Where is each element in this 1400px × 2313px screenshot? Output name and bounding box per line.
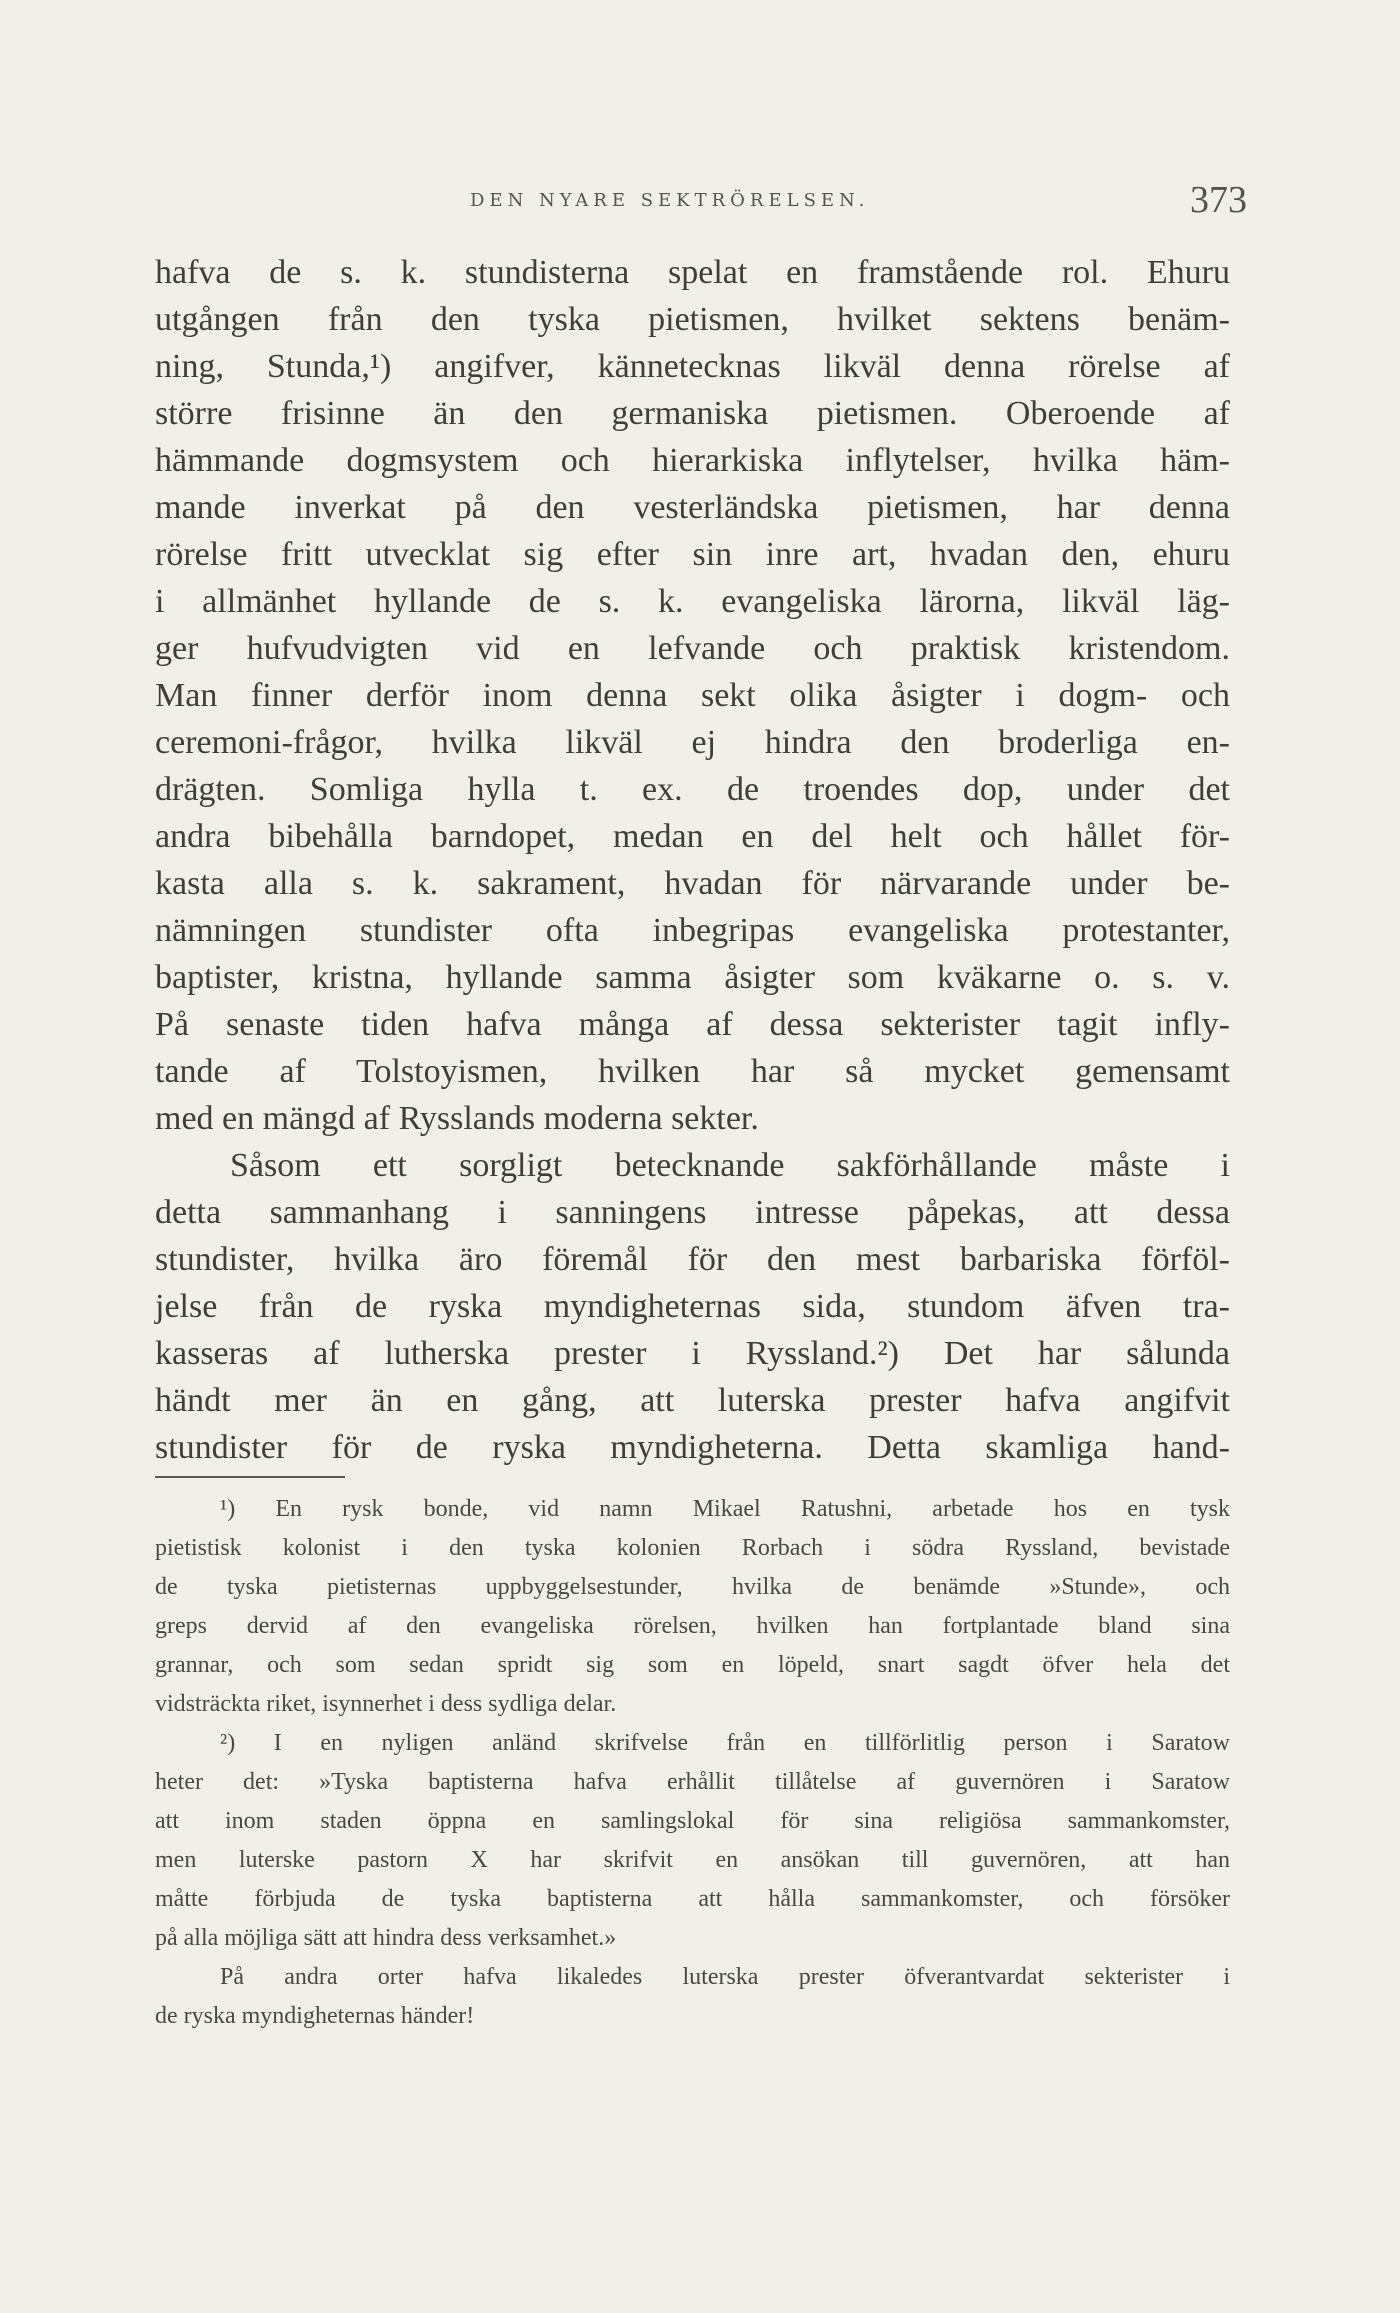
body-line: ning, Stunda,¹) angifver, kännetecknas likväl denna rörelse af [155,348,1230,385]
footnote-1-line: ¹) En rysk bonde, vid namn Mikael Ratushni, arbetade hos en tysk [220,1496,1230,1522]
footnote-2-line: På andra orter hafva likaledes luterska prester öfverantvardat sekterister i [220,1964,1230,1990]
footnote-2-line: ²) I en nyligen anländ skrifvelse från en tillförlitlig person i Saratow [220,1730,1230,1756]
footnote-2-line: att inom staden öppna en samlingslokal för sina religiösa sammankomster, [155,1808,1230,1834]
footnote-1-line: greps dervid af den evangeliska rörelsen, hvilken han fortplantade bland sina [155,1613,1230,1639]
footnote-1-line: grannar, och som sedan spridt sig som en löpeld, snart sagdt öfver hela det [155,1652,1230,1678]
body-line: nämningen stundister ofta inbegripas evangeliska protestanter, [155,912,1230,949]
footnote-1-line: de tyska pietisternas uppbyggelsestunder, hvilka de benämde »Stunde», och [155,1574,1230,1600]
footnote-1-line: pietistisk kolonist i den tyska kolonien Rorbach i södra Ryssland, bevistade [155,1535,1230,1561]
body-line: större frisinne än den germaniska pietismen. Oberoende af [155,395,1230,432]
body-line: stundister för de ryska myndigheterna. Detta skamliga hand- [155,1429,1230,1466]
body-line: Man finner derför inom denna sekt olika åsigter i dogm- och [155,677,1230,714]
body-line: detta sammanhang i sanningens intresse påpekas, att dessa [155,1194,1230,1231]
body-line: stundister, hvilka äro föremål för den mest barbariska förföl- [155,1241,1230,1278]
body-line: hafva de s. k. stundisterna spelat en framstående rol. Ehuru [155,254,1230,291]
body-line: rörelse fritt utvecklat sig efter sin inre art, hvadan den, ehuru [155,536,1230,573]
footnote-1-line: vidsträckta riket, isynnerhet i dess sydliga delar. [155,1691,617,1717]
footnote-2-line: men luterske pastorn X har skrifvit en ansökan till guvernören, att han [155,1847,1230,1873]
body-line: Såsom ett sorgligt betecknande sakförhållande måste i [230,1147,1230,1184]
body-line: kasta alla s. k. sakrament, hvadan för närvarande under be- [155,865,1230,902]
body-line: baptister, kristna, hyllande samma åsigter som kväkarne o. s. v. [155,959,1230,996]
body-line: hämmande dogmsystem och hierarkiska inflytelser, hvilka häm- [155,442,1230,479]
page-number: 373 [1190,179,1247,221]
body-line: mande inverkat på den vesterländska pietismen, har denna [155,489,1230,526]
footnote-divider [155,1476,345,1478]
body-line: med en mängd af Rysslands moderna sekter. [155,1100,759,1137]
body-line: tande af Tolstoyismen, hvilken har så mycket gemensamt [155,1053,1230,1090]
footnote-2-line: heter det: »Tyska baptisterna hafva erhållit tillåtelse af guvernören i Saratow [155,1769,1230,1795]
body-line: kasseras af lutherska prester i Ryssland.²) Det har sålunda [155,1335,1230,1372]
body-line: På senaste tiden hafva många af dessa sekterister tagit infly- [155,1006,1230,1043]
body-line: händt mer än en gång, att luterska prester hafva angifvit [155,1382,1230,1419]
body-line: jelse från de ryska myndigheternas sida, stundom äfven tra- [155,1288,1230,1325]
body-line: ger hufvudvigten vid en lefvande och praktisk kristendom. [155,630,1230,667]
footnote-2-line: på alla möjliga sätt att hindra dess verksamhet.» [155,1925,617,1951]
body-line: i allmänhet hyllande de s. k. evangeliska lärorna, likväl läg- [155,583,1230,620]
body-line: ceremoni-frågor, hvilka likväl ej hindra den broderliga en- [155,724,1230,761]
body-line: andra bibehålla barndopet, medan en del helt och hållet för- [155,818,1230,855]
footnote-2-line: måtte förbjuda de tyska baptisterna att hålla sammankomster, och försöker [155,1886,1230,1912]
footnote-2-line: de ryska myndigheternas händer! [155,2003,475,2029]
body-line: drägten. Somliga hylla t. ex. de troendes dop, under det [155,771,1230,808]
body-line: utgången från den tyska pietismen, hvilket sektens benäm- [155,301,1230,338]
running-head: DEN NYARE SEKTRÖRELSEN. [470,190,870,211]
